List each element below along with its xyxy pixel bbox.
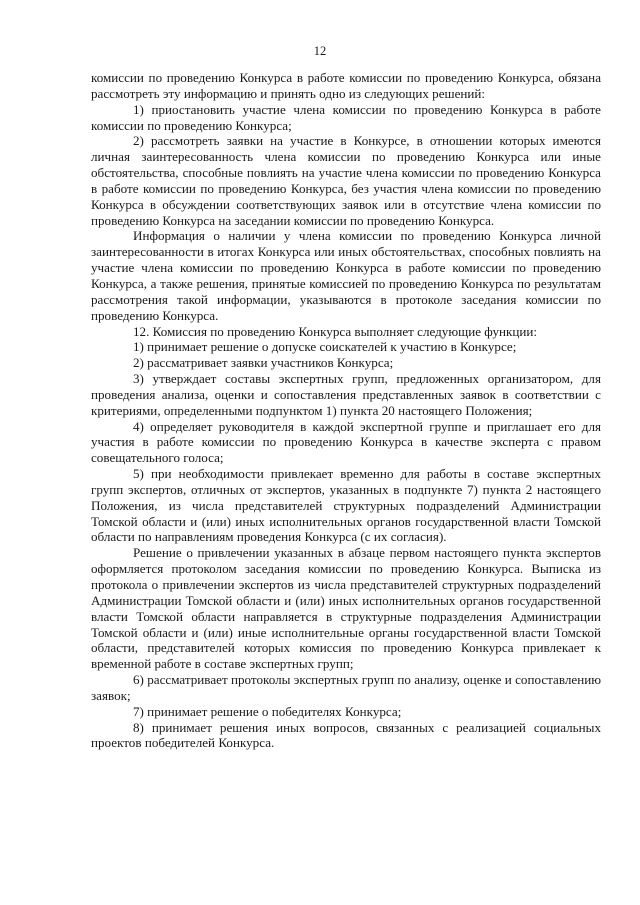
paragraph-function-5: 5) при необходимости привлекает временно для работы в составе экспертных групп экспертов, отличных от экспертов, указанных в подпункте 7) пункта 2 настоящего Положения, из числа представителей структурных подразделений Администрации Томской области и (или) иных исполнительных органов государственной власти Томской области по направлениям проведения Конкурса (с их согласия). [91, 466, 601, 545]
paragraph-function-2: 2) рассматривает заявки участников Конкурса; [133, 355, 394, 371]
paragraph-information: Информация о наличии у члена комиссии по проведению Конкурса личной заинтересованности в итогах Конкурса или иных обстоятельствах, способных повлиять на участие члена комиссии по проведению Конкурса в работе комиссии по проведению Конкурса, а также решения, принятые комиссией по проведению Конкурса по результатам рассмотрения такой информации, указываются в протоколе заседания комиссии по проведению Конкурса. [91, 228, 601, 323]
paragraph-option-2: 2) рассмотреть заявки на участие в Конкурсе, в отношении которых имеются личная заинтересованность члена комиссии по проведению Конкурса или иные обстоятельства, способные повлиять на участие члена комиссии по проведению Конкурса в работе комиссии по проведению Конкурса, без участия члена комиссии по проведению Конкурса в обсуждении соответствующих заявок или в отсутствие члена комиссии по проведению Конкурса на заседании комиссии по проведению Конкурса. [91, 133, 601, 228]
document-body [91, 70, 601, 751]
page-number: 12 [313, 44, 327, 58]
paragraph-expert-decision: Решение о привлечении указанных в абзаце первом настоящего пункта экспертов оформляется протоколом заседания комиссии по проведению Конкурса. Выписка из протокола о привлечении экспертов из числа представителей структурных подразделений Администрации Томской области и (или) иных исполнительных органов государственной власти Томской области направляется в структурные подразделения Администрации Томской области и (или) иные исполнительные органы государственной власти Томской области, представителей которых комиссия по проведению Конкурса привлекает к временной работе в составе экспертных групп; [91, 545, 601, 672]
paragraph-function-7: 7) принимает решение о победителях Конкурса; [133, 703, 402, 719]
paragraph-function-3: 3) утверждает составы экспертных групп, предложенных организатором, для проведения анализа, оценки и сопоставления представленных заявок в соответствии с критериями, определенными подпунктом 1) пункта 20 настоящего Положения; [91, 371, 601, 418]
paragraph-function-4: 4) определяет руководителя в каждой экспертной группе и приглашает его для участия в работе комиссии по проведению Конкурса в качестве эксперта с правом совещательного голоса; [91, 418, 601, 466]
paragraph-continuation: комиссии по проведению Конкурса в работе комиссии по проведению Конкурса, обязана рассмотреть эту информацию и принять одно из следующих решений: [91, 70, 601, 101]
paragraph-function-1: 1) принимает решение о допуске соискателей к участию в Конкурсе; [133, 339, 517, 355]
paragraph-function-8: 8) принимает решения иных вопросов, связанных с реализацией социальных проектов победителей Конкурса. [91, 719, 601, 751]
paragraph-function-6: 6) рассматривает протоколы экспертных групп по анализу, оценке и сопоставлению заявок; [91, 672, 601, 703]
paragraph-section-12: 12. Комиссия по проведению Конкурса выполняет следующие функции: [133, 323, 538, 339]
paragraph-option-1: 1) приостановить участие члена комиссии по проведению Конкурса в работе комиссии по проведению Конкурса; [91, 101, 601, 133]
